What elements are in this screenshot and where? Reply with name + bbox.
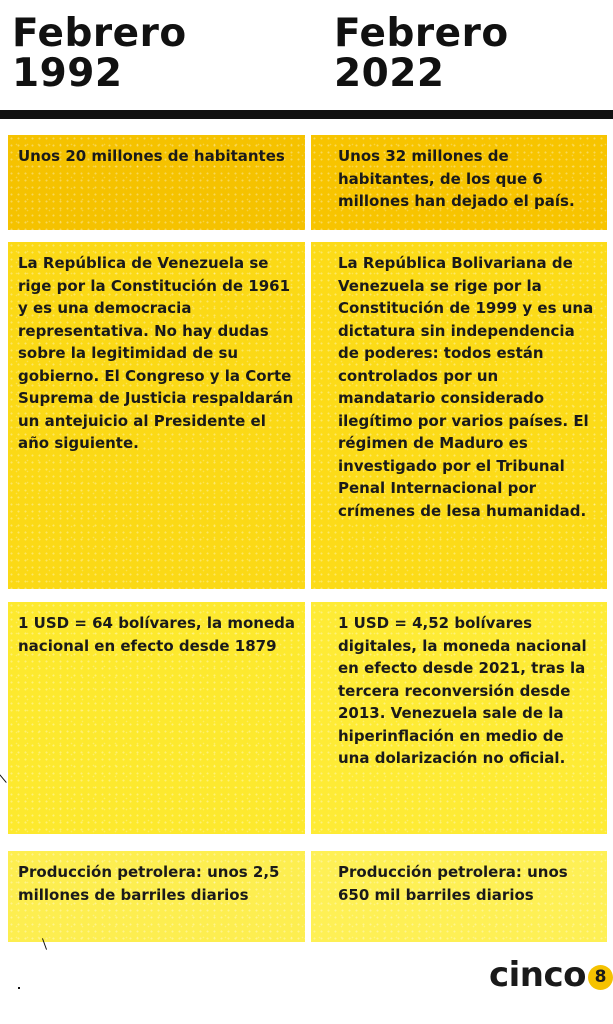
row-government-2022: [311, 242, 607, 589]
title-1992: [12, 11, 187, 96]
row-population-1992: [8, 135, 305, 230]
cinco8-logo: [489, 955, 613, 995]
currency-2022-text: 1 USD = 4,52 bolívares digitales, la moneda nacional en efecto desde 2021, tras la tercera reconversión desde 2013. Venezuela sale de la hiperinflación en medio de una dolarización no oficial.: [338, 614, 587, 767]
title-2022-line1: Febrero: [334, 11, 509, 56]
row-government-1992: [8, 242, 305, 589]
title-2022-line2: 2022: [334, 51, 445, 96]
decorative-mark: [0, 773, 7, 783]
population-2022-text: Unos 32 millones de habitantes, de los que 6 millones han dejado el país.: [338, 147, 575, 210]
population-1992-text: Unos 20 millones de habitantes: [18, 147, 285, 165]
row-oil-1992: [8, 851, 305, 942]
logo-text: cinco: [489, 955, 587, 995]
government-2022-text: La República Bolivariana de Venezuela se rige por la Constitución de 1999 y es una dictatura sin independencia de poderes: todos están controlados por un mandatario considerado ilegítimo por varios países. El régimen de Maduro es investigado por el Tribunal Penal Internacional por crímenes de lesa humanidad.: [338, 254, 594, 520]
title-1992-line2: 1992: [12, 51, 123, 96]
oil-1992-text: Producción petrolera: unos 2,5 millones de barriles diarios: [18, 863, 280, 904]
row-population-2022: [311, 135, 607, 230]
title-1992-line1: Febrero: [12, 11, 187, 56]
title-2022: [334, 11, 509, 96]
oil-2022-text: Producción petrolera: unos 650 mil barriles diarios: [338, 863, 568, 904]
header: [0, 0, 613, 116]
government-1992-text: La República de Venezuela se rige por la Constitución de 1961 y es una democracia representativa. No hay dudas sobre la legitimidad de su gobierno. El Congreso y la Corte Suprema de Justicia respaldarán un antejuicio al Presidente el año siguiente.: [18, 254, 294, 452]
row-currency-1992: [8, 602, 305, 834]
header-divider: [0, 110, 613, 119]
logo-badge: 8: [588, 965, 613, 990]
row-oil-2022: [311, 851, 607, 942]
decorative-mark: [18, 987, 20, 989]
row-currency-2022: [311, 602, 607, 834]
currency-1992-text: 1 USD = 64 bolívares, la moneda nacional en efecto desde 1879: [18, 614, 295, 655]
